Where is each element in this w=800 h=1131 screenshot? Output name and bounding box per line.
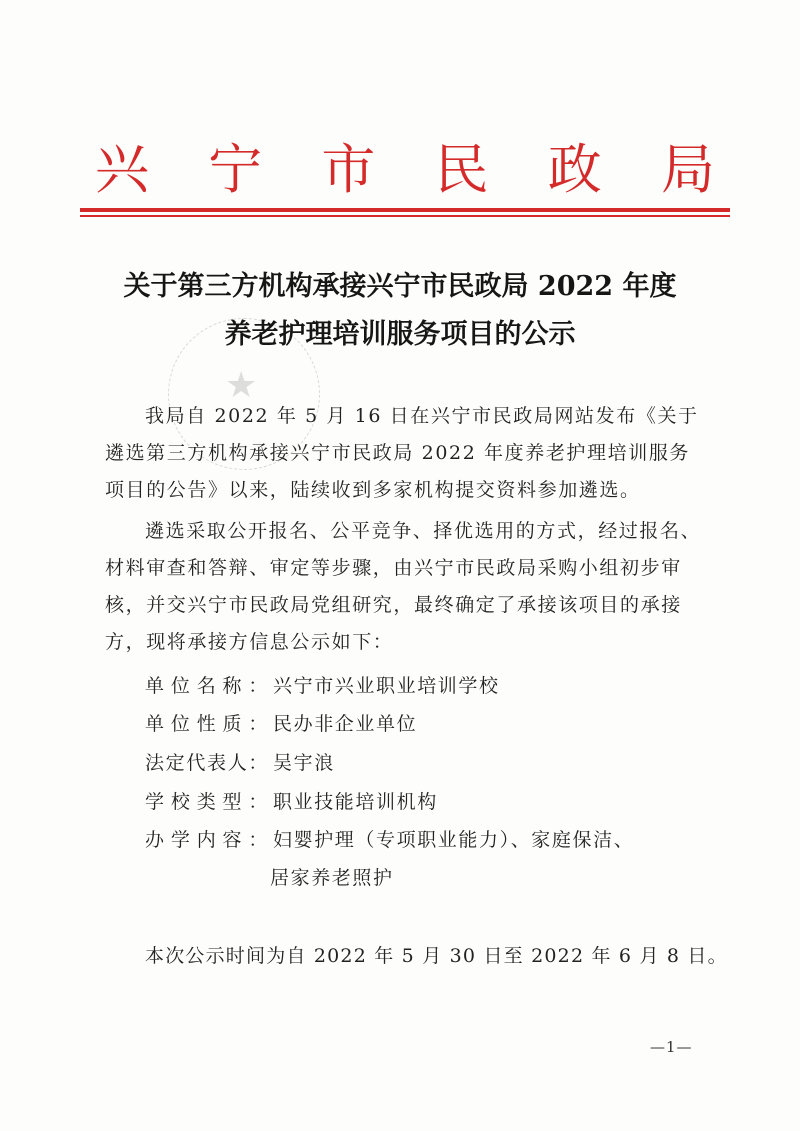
letterhead-title [95,135,715,205]
body-paragraph-1: 我局自 2022 年 5 月 16 日在兴宁市民政局网站发布《关于遴选第三方机构承接兴宁市民政局 2022 年度养老护理培训服务项目的公告》以来，陆续收到多家机构提交资料参加遴选。 [105,405,699,501]
document-title-line1: 关于第三方机构承接兴宁市民政局 2022 年度 [123,271,677,302]
field-label: 学校类型： [145,791,269,813]
letterhead-rule-thin [80,215,730,217]
field-label: 法定代表人： [145,752,269,774]
field-value: 职业技能培训机构 [273,791,438,813]
field-legal-rep [145,745,335,782]
letterhead-char: 局 [660,138,715,201]
field-unit-name [145,668,500,705]
field-unit-nature [145,706,417,743]
field-value: 民办非企业单位 [273,713,418,735]
letterhead-char: 市 [321,138,376,201]
field-school-type [145,784,438,821]
field-content [145,822,634,859]
announcement-period: 本次公示时间为自 2022 年 5 月 30 日至 2022 年 6 月 8 日。 [145,945,728,967]
field-value: 兴宁市兴业职业培训学校 [273,675,500,697]
letterhead-char: 宁 [208,138,263,201]
field-value: 吴宇浪 [273,752,335,774]
field-label: 办学内容： [145,829,269,851]
field-label: 单位性质： [145,713,269,735]
letterhead-char: 民 [434,138,489,201]
letterhead-char: 兴 [95,138,149,201]
document-title-line2: 养老护理培训服务项目的公示 [224,319,576,350]
letterhead-char: 政 [547,138,602,201]
body-paragraph-2: 遴选采取公开报名、公平竞争、择优选用的方式，经过报名、材料审查和答辩、审定等步骤，由兴宁市民政局采购小组初步审核，并交兴宁市民政局党组研究，最终确定了承接该项目的承接方，现将承接方信息公示如下： [105,520,702,653]
field-value: 妇婴护理（专项职业能力）、家庭保洁、 [273,829,635,851]
seal-star-icon: ★ [225,365,258,406]
field-content-continued: 居家养老照护 [270,867,394,889]
field-label: 单位名称： [145,675,269,697]
page-number: —1— [650,1038,693,1056]
letterhead-rule-thick [80,208,730,212]
